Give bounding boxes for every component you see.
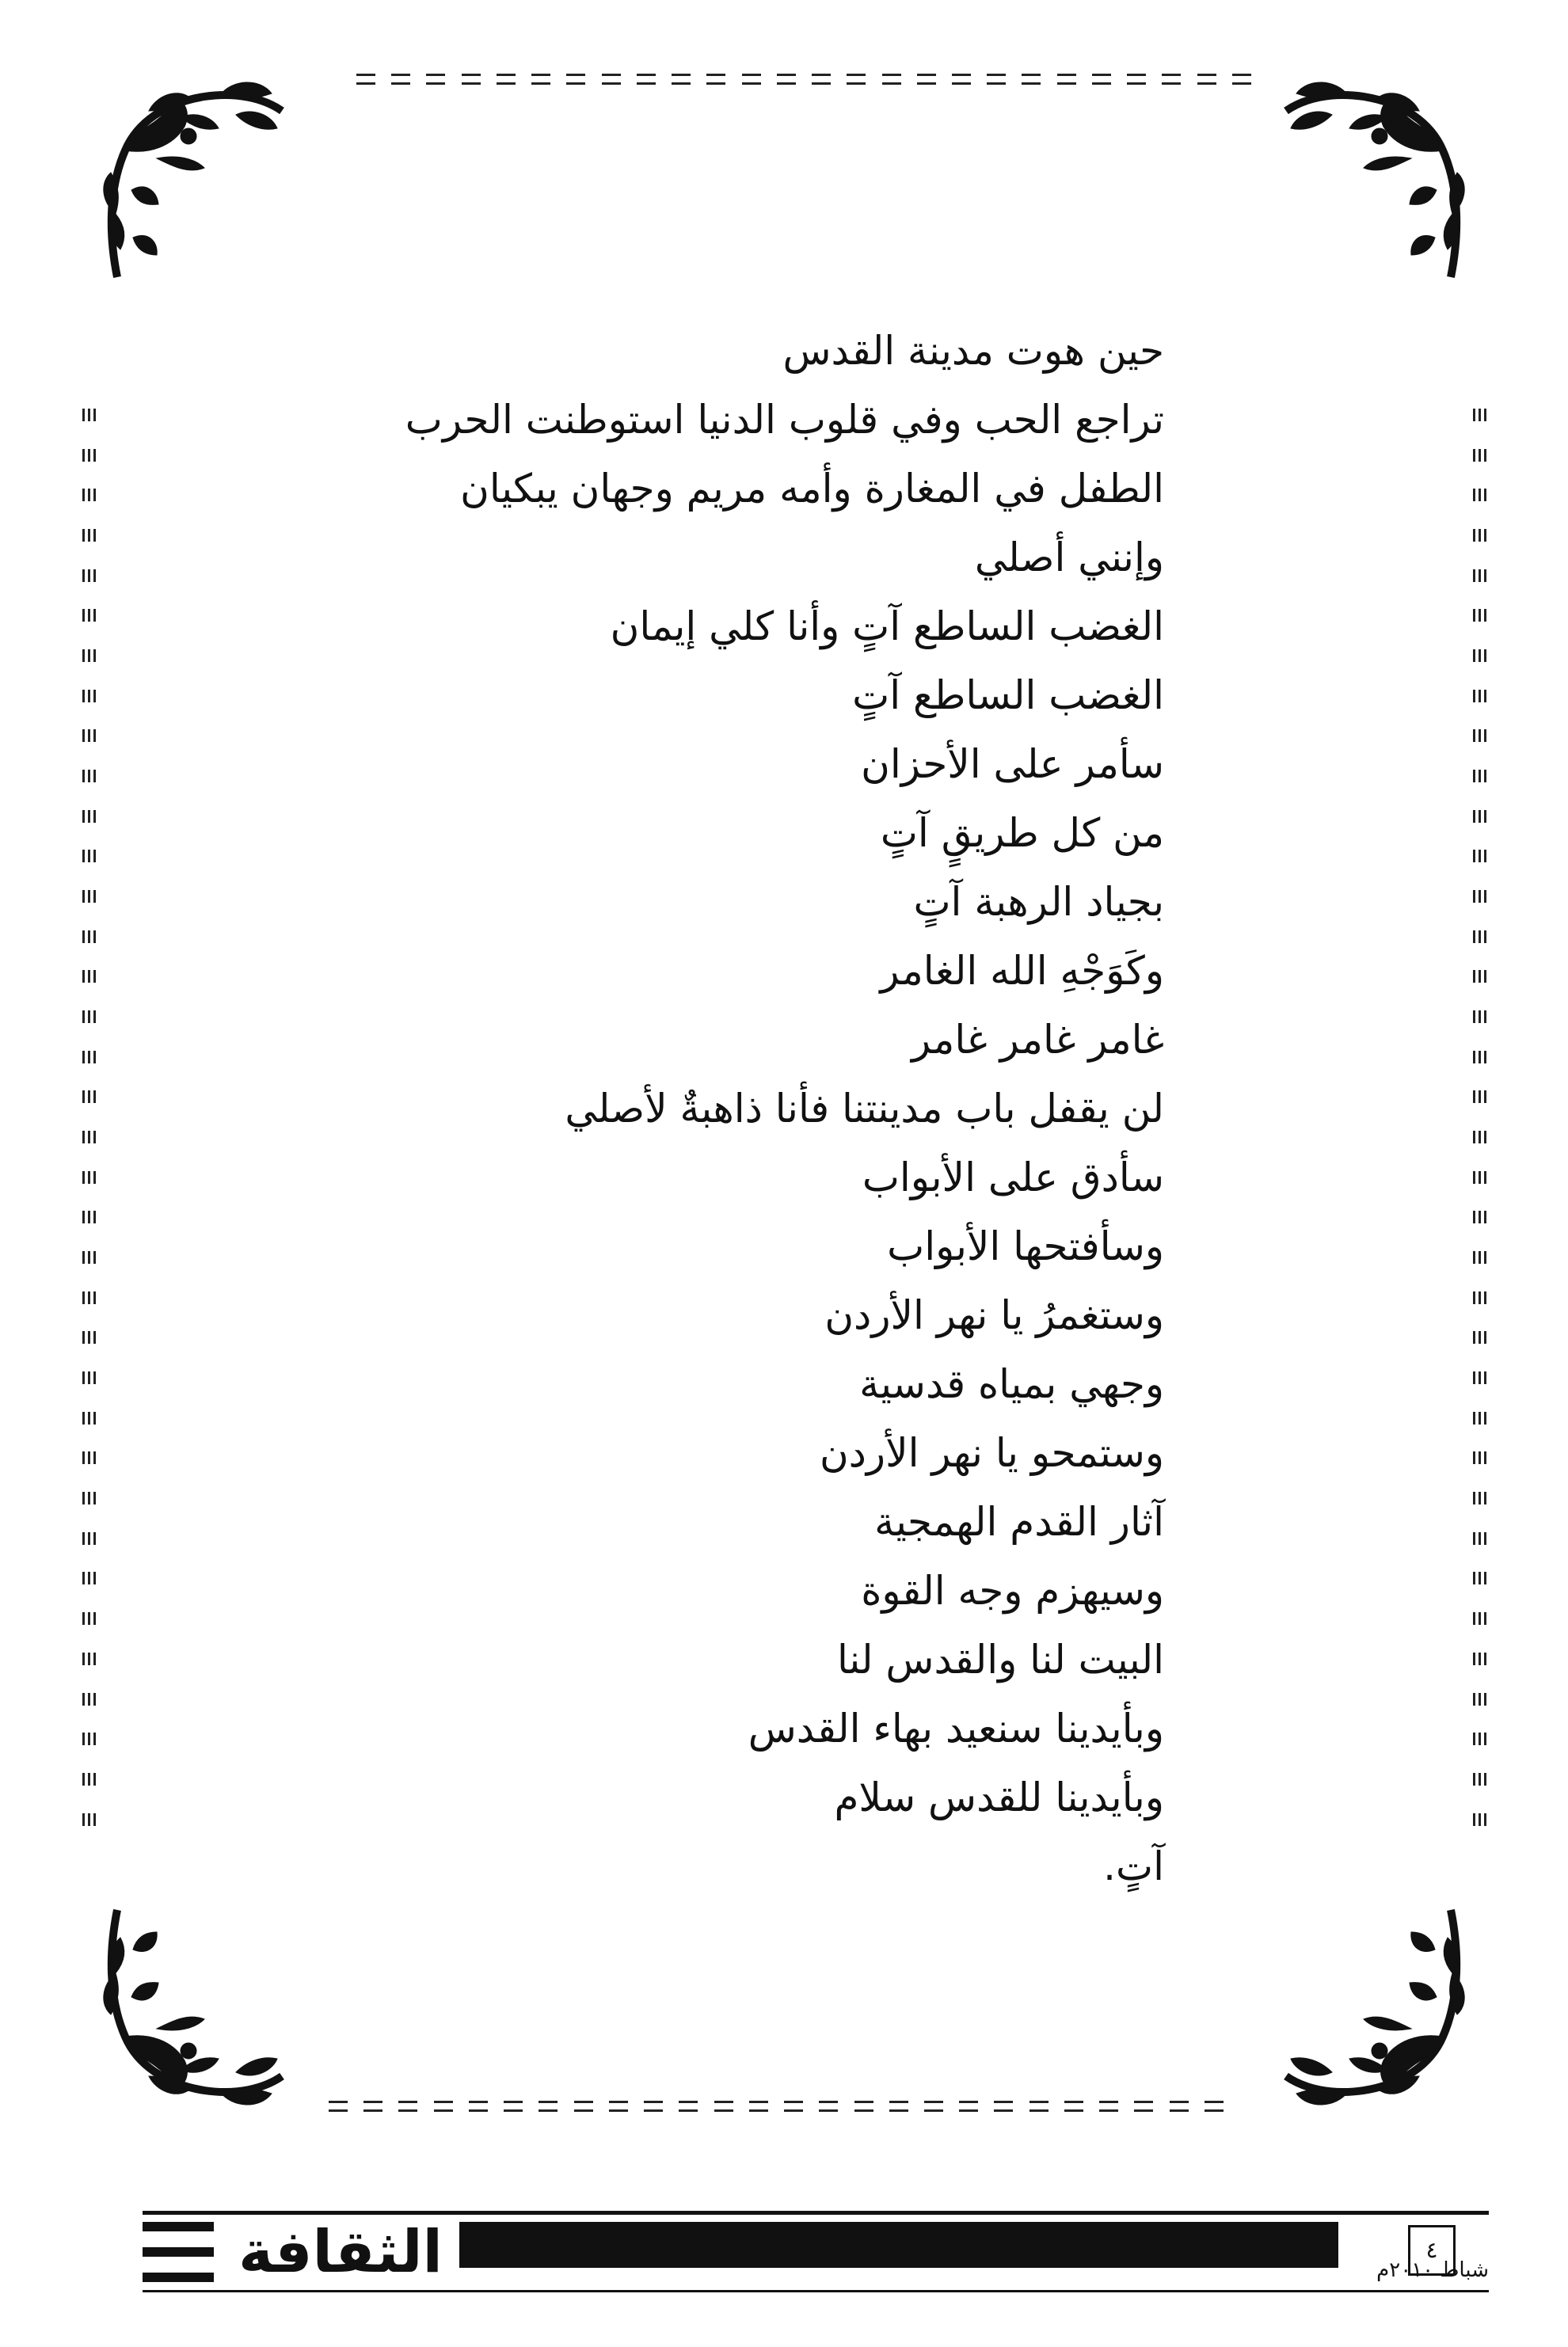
border-bar (79, 1171, 98, 1184)
border-dash (637, 74, 656, 85)
border-bar (1470, 609, 1489, 622)
border-dash (749, 2101, 768, 2112)
poem-line: تراجع الحب وفي قلوب الدنيا استوطنت الحرب (405, 397, 1164, 443)
border-bar (1470, 489, 1489, 501)
border-bar (79, 1733, 98, 1745)
border-bar (79, 1331, 98, 1344)
poem-line: وبأيدينا سنعيد بهاء القدس (748, 1706, 1164, 1752)
border-bar (79, 1451, 98, 1464)
poem-line: وإنني أصلي (974, 534, 1164, 580)
border-bar (1470, 729, 1489, 742)
poem-line: الطفل في المغارة وأمه مريم وجهان يبكيان (460, 466, 1164, 512)
border-dash (1162, 74, 1181, 85)
poem-line: وستغمرُ يا نهر الأردن (824, 1292, 1164, 1338)
border-dash (1029, 2101, 1049, 2112)
border-dash (329, 2101, 348, 2112)
border-bar (1470, 1010, 1489, 1023)
floral-corner-icon (101, 79, 291, 293)
poem-line: وبأيدينا للقدس سلام (834, 1775, 1164, 1820)
border-dash (924, 2101, 943, 2112)
border-dash (539, 2101, 558, 2112)
border-bar (79, 569, 98, 582)
border-bar (79, 1653, 98, 1665)
border-dash (672, 74, 691, 85)
border-bar (1470, 1492, 1489, 1504)
border-dash (706, 74, 725, 85)
border-dash (847, 74, 866, 85)
border-bar (79, 770, 98, 782)
border-bar (79, 1010, 98, 1023)
border-dash (1205, 2101, 1224, 2112)
border-bar (79, 1090, 98, 1103)
border-dash (714, 2101, 733, 2112)
footer-bar-stack (143, 2222, 214, 2282)
border-dash (504, 2101, 523, 2112)
border-bar (1470, 1733, 1489, 1745)
border-dash (742, 74, 761, 85)
border-dash (987, 74, 1006, 85)
border-dash (398, 2101, 417, 2112)
border-dash (497, 74, 516, 85)
poem-line: الغضب الساطع آتٍ (852, 672, 1164, 718)
border-bar (1470, 1532, 1489, 1545)
border-dash (854, 2101, 873, 2112)
left-bar-border (79, 409, 98, 1826)
border-bar (79, 409, 98, 421)
border-bar (1470, 529, 1489, 542)
border-dash (391, 74, 410, 85)
border-bar (1470, 409, 1489, 421)
border-bar (1470, 1572, 1489, 1584)
border-dash (644, 2101, 663, 2112)
border-bar (1470, 1131, 1489, 1143)
poem-line: غامر غامر غامر (911, 1017, 1164, 1063)
border-bar (1470, 1813, 1489, 1826)
poem-line: سأدق على الأبواب (862, 1154, 1164, 1200)
poem-line: الغضب الساطع آتٍ وأنا كلي إيمان (610, 603, 1164, 649)
border-bar (79, 1131, 98, 1143)
border-dash (952, 74, 971, 85)
border-bar (1470, 569, 1489, 582)
border-bar (1470, 1693, 1489, 1706)
border-bar (79, 1693, 98, 1706)
border-dash (426, 74, 445, 85)
border-bar (1470, 1612, 1489, 1625)
footer-black-band (459, 2222, 1338, 2268)
poem-line: وسيهزم وجه القوة (861, 1568, 1164, 1614)
border-bar (1470, 810, 1489, 823)
border-dash (434, 2101, 453, 2112)
border-dash (959, 2101, 978, 2112)
border-bar (1470, 1171, 1489, 1184)
border-bar (79, 609, 98, 622)
page-number: ٤ (1408, 2225, 1456, 2276)
border-bar (79, 690, 98, 702)
border-bar (1470, 1773, 1489, 1786)
border-dash (1092, 74, 1111, 85)
border-dash (1064, 2101, 1083, 2112)
poem-line: وجهي بمياه قدسية (859, 1361, 1164, 1407)
border-bar (79, 729, 98, 742)
border-dash (363, 2101, 382, 2112)
border-bar (1470, 1211, 1489, 1223)
border-dash (1170, 2101, 1189, 2112)
floral-corner-icon (1277, 1894, 1467, 2108)
border-bar (79, 850, 98, 862)
border-bar (79, 1492, 98, 1504)
border-bar (1470, 1051, 1489, 1063)
poem-line: بجياد الرهبة آتٍ (913, 879, 1164, 925)
border-dash (777, 74, 796, 85)
issue-date: شباط ٢٠١٠م (1376, 2258, 1489, 2282)
border-dash (602, 74, 621, 85)
top-dashed-border (356, 70, 1251, 89)
poem-line: حين هوت مدينة القدس (782, 328, 1164, 374)
border-dash (917, 74, 936, 85)
border-dash (889, 2101, 908, 2112)
border-dash (819, 2101, 838, 2112)
border-bar (79, 930, 98, 943)
border-dash (609, 2101, 628, 2112)
border-bar (1470, 930, 1489, 943)
border-bar (1470, 1412, 1489, 1425)
border-bar (1470, 1331, 1489, 1344)
border-bar (79, 1291, 98, 1304)
border-bar (79, 1612, 98, 1625)
border-dash (1022, 74, 1041, 85)
poem-line: آتٍ. (1103, 1843, 1164, 1889)
border-bar (79, 1572, 98, 1584)
border-bar (1470, 770, 1489, 782)
poem-line: وسأفتحها الأبواب (887, 1223, 1164, 1269)
border-bar (1470, 1653, 1489, 1665)
border-bar (1470, 1371, 1489, 1384)
floral-corner-icon (1277, 79, 1467, 293)
border-bar (1470, 690, 1489, 702)
border-dash (679, 2101, 698, 2112)
border-bar (79, 1051, 98, 1063)
border-dash (784, 2101, 803, 2112)
poem-line: وكَوَجْهِ الله الغامر (880, 948, 1164, 994)
border-bar (1470, 449, 1489, 462)
page-footer (143, 2211, 1489, 2306)
border-bar (1470, 850, 1489, 862)
poem-text (293, 317, 1164, 1901)
border-dash (882, 74, 901, 85)
footer-bottom-rule (143, 2290, 1489, 2292)
border-dash (462, 74, 481, 85)
poem-line: من كل طريقٍ آتٍ (880, 810, 1164, 856)
border-bar (79, 970, 98, 983)
border-bar (1470, 649, 1489, 662)
border-dash (994, 2101, 1013, 2112)
border-dash (1099, 2101, 1118, 2112)
border-bar (1470, 1090, 1489, 1103)
border-dash (1232, 74, 1251, 85)
border-dash (356, 74, 375, 85)
border-dash (566, 74, 585, 85)
border-dash (1057, 74, 1076, 85)
right-bar-border (1470, 409, 1489, 1826)
border-dash (1197, 74, 1216, 85)
border-bar (79, 1371, 98, 1384)
border-bar (79, 890, 98, 903)
border-dash (812, 74, 831, 85)
poem-line: سأمر على الأحزان (861, 741, 1164, 787)
floral-corner-icon (101, 1894, 291, 2108)
border-bar (79, 1532, 98, 1545)
magazine-masthead: الثقافة (238, 2218, 443, 2286)
border-bar (79, 1813, 98, 1826)
border-dash (469, 2101, 488, 2112)
border-bar (1470, 970, 1489, 983)
border-dash (531, 74, 550, 85)
border-dash (1127, 74, 1146, 85)
border-bar (1470, 890, 1489, 903)
poem-line: آثار القدم الهمجية (874, 1499, 1164, 1545)
poem-line: وستمحو يا نهر الأردن (819, 1430, 1164, 1476)
border-bar (79, 1251, 98, 1264)
bottom-dashed-border (329, 2097, 1224, 2116)
poem-line: البيت لنا والقدس لنا (836, 1637, 1164, 1683)
border-dash (574, 2101, 593, 2112)
border-bar (79, 489, 98, 501)
border-bar (79, 1412, 98, 1425)
border-bar (79, 1773, 98, 1786)
border-bar (79, 649, 98, 662)
border-bar (1470, 1451, 1489, 1464)
border-bar (1470, 1251, 1489, 1264)
border-bar (79, 449, 98, 462)
border-bar (79, 810, 98, 823)
border-bar (79, 529, 98, 542)
poem-line: لن يقفل باب مدينتنا فأنا ذاهبةٌ لأصلي (565, 1086, 1164, 1132)
border-bar (79, 1211, 98, 1223)
border-bar (1470, 1291, 1489, 1304)
border-dash (1134, 2101, 1153, 2112)
